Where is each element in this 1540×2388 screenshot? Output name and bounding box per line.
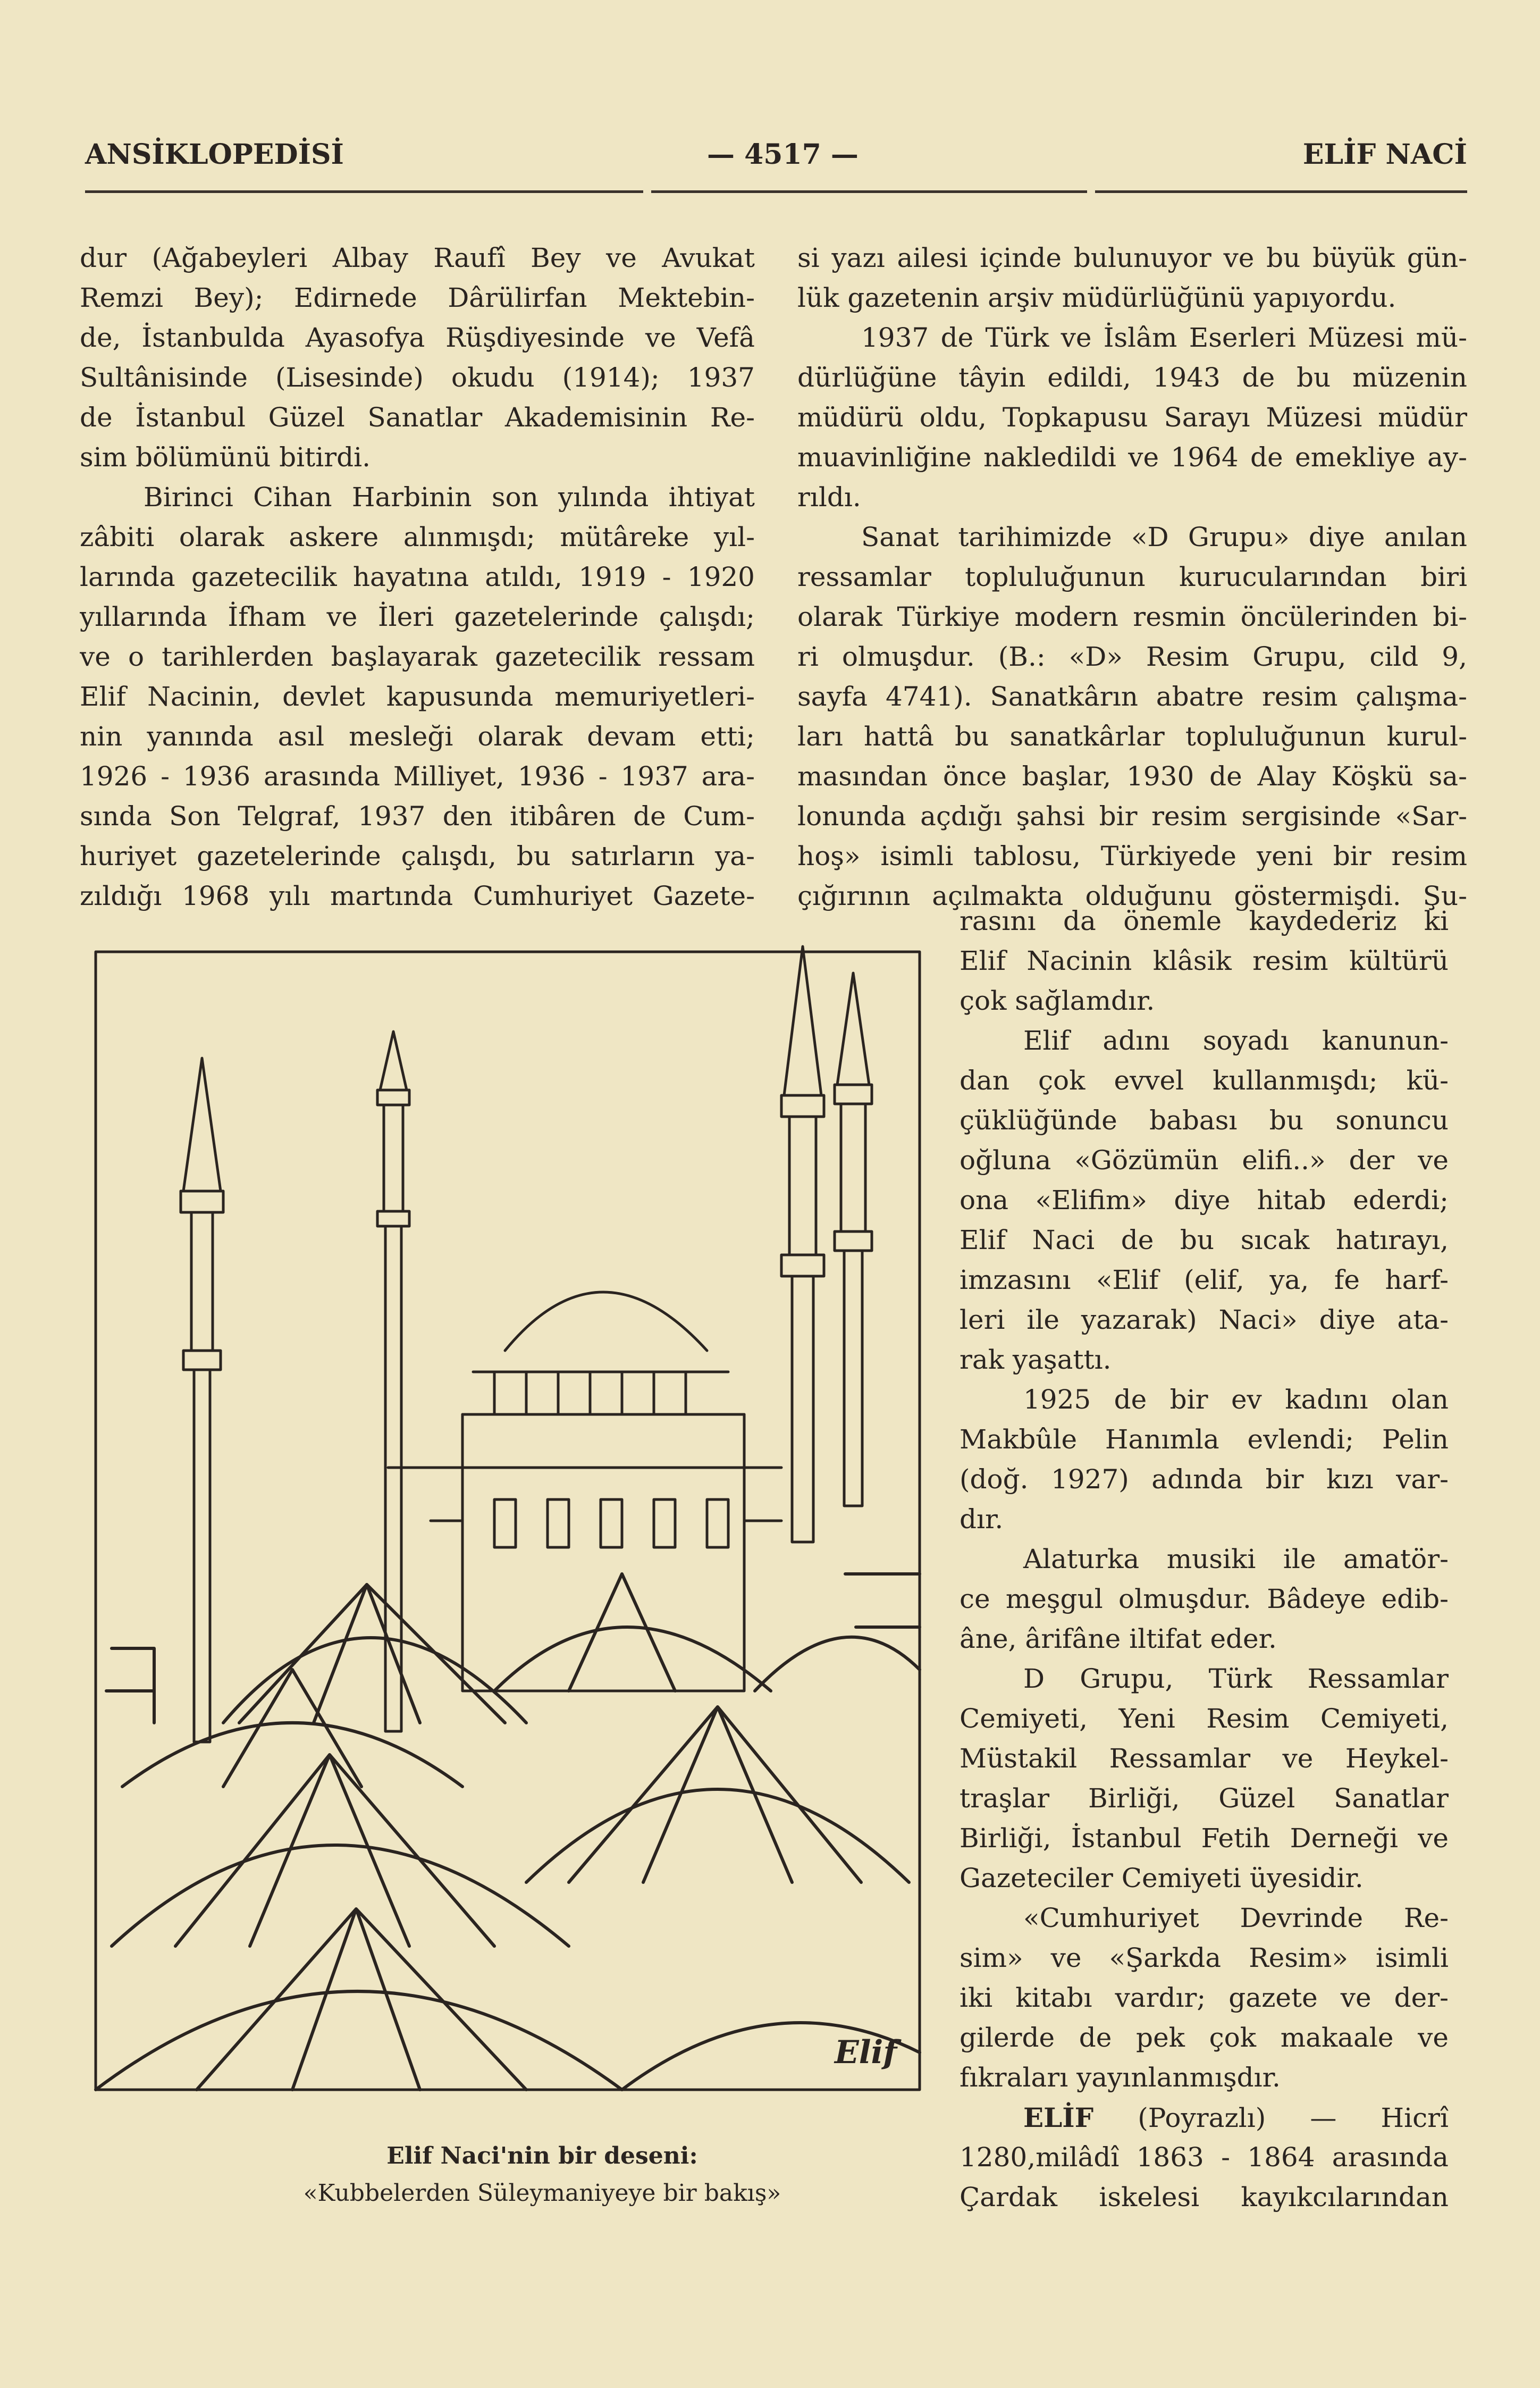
- next-entry-elif-poyrazli: [960, 2098, 1449, 2217]
- right-paragraph-3: [797, 517, 1467, 916]
- text-line: de İstanbul Güzel Sanatlar Akademisinin Re-: [80, 402, 755, 433]
- text-line: rıldı.: [797, 482, 861, 513]
- text-line: çok sağlamdır.: [960, 985, 1155, 1016]
- text-line: ve o tarihlerden başlayarak gazetecilik ressam: [80, 641, 755, 672]
- figure-caption: [223, 2138, 861, 2212]
- text-line: Sanat tarihimizde «D Grupu» diye anılan: [861, 522, 1467, 552]
- right-paragraph-6: [960, 1539, 1449, 1659]
- caption-line-1: Elif Naci'nin bir deseni:: [386, 2142, 698, 2169]
- right-paragraph-8: [960, 1898, 1449, 2098]
- text-line: Birliği, İstanbul Fetih Derneği ve: [960, 1823, 1449, 1854]
- text-line: D Grupu, Türk Ressamlar: [1023, 1663, 1449, 1694]
- text-line: huriyet gazetelerinde çalışdı, bu satırların ya-: [80, 841, 755, 872]
- entry-headword: ELİF: [1023, 2102, 1094, 2133]
- text-line: (doğ. 1927) adında bir kızı var-: [960, 1464, 1449, 1495]
- caption-line-2: «Kubbelerden Süleymaniyeye bir bakış»: [303, 2180, 781, 2207]
- text-line: 1280,milâdî 1863 - 1864 arasında: [960, 2142, 1449, 2173]
- text-line: masından önce başlar, 1930 de Alay Köşkü sa-: [797, 761, 1467, 792]
- text-line: lonunda açdığı şahsi bir resim sergisinde «Sar-: [797, 801, 1467, 832]
- text-line: Elif adını soyadı kanunun-: [1023, 1025, 1449, 1056]
- text-line: Müstakil Ressamlar ve Heykel-: [960, 1743, 1449, 1774]
- text-line: Cemiyeti, Yeni Resim Cemiyeti,: [960, 1703, 1449, 1734]
- mosque-sketch-illustration: [90, 936, 925, 2106]
- right-paragraph-7: [960, 1659, 1449, 1898]
- text-line: çığırının açılmakta olduğunu göstermişdi. Şu-: [797, 881, 1467, 911]
- header-page-number: — 4517 —: [707, 138, 859, 171]
- text-line: dır.: [960, 1504, 1004, 1535]
- text-line: Elif Nacinin klâsik resim kültürü: [960, 945, 1449, 976]
- text-line: Çardak iskelesi kayıkcılarından: [960, 2182, 1449, 2213]
- drawing-suleymaniye: [90, 936, 925, 2106]
- text-line: 1937 de Türk ve İslâm Eserleri Müzesi mü-: [861, 322, 1467, 353]
- text-line: yıllarında İfham ve İleri gazetelerinde çalışdı;: [80, 601, 755, 632]
- text-line: Alaturka musiki ile amatör-: [1023, 1544, 1449, 1574]
- text-line: rak yaşattı.: [960, 1344, 1112, 1375]
- header-rule-left: [85, 190, 643, 193]
- text-line: Elif Nacinin, devlet kapusunda memuriyetleri-: [80, 681, 755, 712]
- text-line: çüklüğünde babası bu sonuncu: [960, 1105, 1449, 1136]
- text-line: dürlüğüne tâyin edildi, 1943 de bu müzenin: [797, 362, 1467, 393]
- text-line: 1925 de bir ev kadını olan: [1023, 1384, 1449, 1415]
- text-line: Gazeteciler Cemiyeti üyesidir.: [960, 1863, 1364, 1893]
- text-line: fıkraları yayınlanmışdır.: [960, 2062, 1281, 2093]
- text-line: dan çok evvel kullanmışdı; kü-: [960, 1065, 1449, 1096]
- text-line: sim» ve «Şarkda Resim» isimli: [960, 1942, 1449, 1973]
- header-entry-title: ELİF NACİ: [1302, 138, 1467, 171]
- header-rule-middle: [651, 190, 1087, 193]
- text-line: nin yanında asıl mesleği olarak devam etti;: [80, 721, 755, 752]
- right-column-top: [797, 238, 1467, 916]
- text-line: 1926 - 1936 arasında Milliyet, 1936 - 1937 ara-: [80, 761, 755, 792]
- text-line: âne, ârifâne iltifat eder.: [960, 1623, 1277, 1654]
- entry-headword-rest: (Poyrazlı) — Hicrî: [1093, 2102, 1449, 2133]
- text-line: larında gazetecilik hayatına atıldı, 1919 - 1920: [80, 562, 755, 592]
- text-line: leri ile yazarak) Naci» diye ata-: [960, 1304, 1449, 1335]
- text-line: lük gazetenin arşiv müdürlüğünü yapıyordu.: [797, 282, 1396, 313]
- header-rule-right: [1095, 190, 1467, 193]
- foreground-domes: [96, 1574, 920, 2090]
- main-dome: [388, 1292, 781, 1691]
- text-line: olarak Türkiye modern resmin öncülerinden bi-: [797, 601, 1467, 632]
- text-line: gilerde de pek çok makaale ve: [960, 2022, 1449, 2053]
- minaret-right-pair: [781, 946, 872, 1542]
- text-line: Sultânisinde (Lisesinde) okudu (1914); 1937: [80, 362, 755, 393]
- text-line: ressamlar topluluğunun kurucularından biri: [797, 562, 1467, 592]
- text-line: zâbiti olarak askere alınmışdı; mütâreke yıl-: [80, 522, 755, 552]
- text-line: ri olmuşdur. (B.: «D» Resim Grupu, cild 9,: [797, 641, 1467, 672]
- right-paragraph-1: [797, 238, 1467, 318]
- minaret-left: [181, 1058, 223, 1742]
- text-line: de, İstanbulda Ayasofya Rüşdiyesinde ve Vefâ: [80, 322, 755, 353]
- left-paragraph-2: [80, 477, 755, 916]
- text-line: Remzi Bey); Edirnede Dârülirfan Mektebin-: [80, 282, 755, 313]
- text-line: ce meşgul olmuşdur. Bâdeye edib-: [960, 1583, 1449, 1614]
- right-column-bottom: [960, 901, 1449, 2217]
- text-line: zıldığı 1968 yılı martında Cumhuriyet Gazete-: [80, 881, 755, 911]
- text-line: sayfa 4741). Sanatkârın abatre resim çalışma-: [797, 681, 1467, 712]
- left-column: [80, 238, 755, 916]
- right-paragraph-5: [960, 1380, 1449, 1539]
- text-line: rasını da önemle kaydederiz ki: [960, 906, 1449, 936]
- text-line: iki kitabı vardır; gazete ve der-: [960, 1982, 1449, 2013]
- text-line: si yazı ailesi içinde bulunuyor ve bu büyük gün-: [797, 242, 1467, 273]
- text-line: oğluna «Gözümün elifi..» der ve: [960, 1145, 1449, 1176]
- text-line: sim bölümünü bitirdi.: [80, 442, 371, 473]
- text-line: hoş» isimli tablosu, Türkiyede yeni bir resim: [797, 841, 1467, 872]
- text-line: imzasını «Elif (elif, ya, fe harf-: [960, 1264, 1449, 1295]
- text-line: «Cumhuriyet Devrinde Re-: [1023, 1903, 1449, 1933]
- text-line: Birinci Cihan Harbinin son yılında ihtiyat: [144, 482, 755, 513]
- artist-signature: Elif: [835, 2034, 897, 2071]
- text-line: Elif Naci de bu sıcak hatırayı,: [960, 1225, 1449, 1255]
- text-line: dur (Ağabeyleri Albay Raufî Bey ve Avukat: [80, 242, 755, 273]
- text-line: müdürü oldu, Topkapusu Sarayı Müzesi müdür: [797, 402, 1467, 433]
- text-line: ona «Elifim» diye hitab ederdi;: [960, 1185, 1449, 1216]
- text-line: muavinliğine nakledildi ve 1964 de emekliye ay-: [797, 442, 1467, 473]
- text-line: Makbûle Hanımla evlendi; Pelin: [960, 1424, 1449, 1455]
- text-line: sında Son Telgraf, 1937 den itibâren de Cum-: [80, 801, 755, 832]
- running-header: [85, 138, 1467, 181]
- right-paragraph-3-continued: [960, 901, 1449, 1021]
- right-paragraph-4: [960, 1021, 1449, 1380]
- header-section-title: ANSİKLOPEDİSİ: [85, 138, 344, 171]
- text-line: traşlar Birliği, Güzel Sanatlar: [960, 1783, 1449, 1814]
- right-paragraph-2: [797, 318, 1467, 517]
- left-paragraph-1: [80, 238, 755, 477]
- text-line: [960, 2098, 1449, 2138]
- text-line: ları hattâ bu sanatkârlar topluluğunun kurul-: [797, 721, 1467, 752]
